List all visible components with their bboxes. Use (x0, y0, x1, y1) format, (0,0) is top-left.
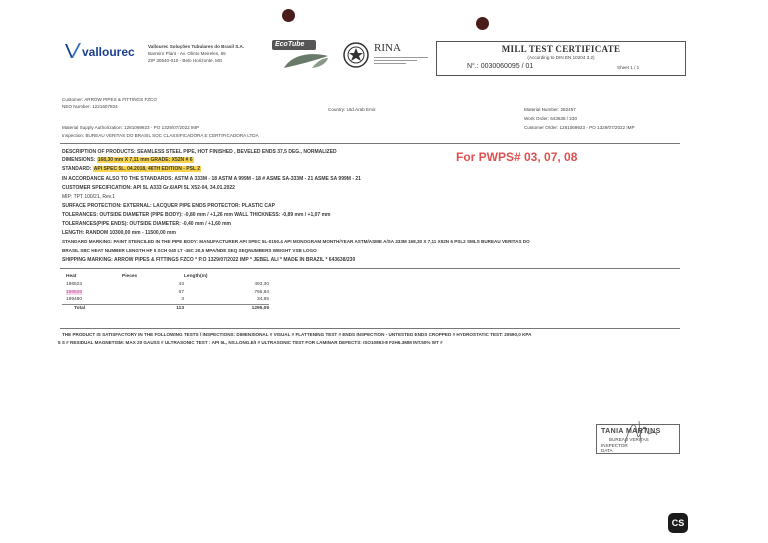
divider (60, 143, 680, 144)
shipping-line: SHIPPING MARKING: ARROW PIPES & FITTINGS FZCO * P.O 1329/07/2022 IMP * JEBEL ALI * MADE IN BRAZIL * 643638/230 (62, 257, 356, 263)
total-length: 1295,09 (251, 305, 269, 311)
table-total-row (62, 304, 269, 312)
table-row (62, 296, 269, 304)
standard-line (62, 166, 201, 173)
inspection: Inspection: BUREAU VERITAS DO BRASIL SOC CLASSIFICADORA E CERTIFICADORA LTDA (62, 133, 259, 138)
marking-line-2: BRASIL SBC HEAT NUMBER LENGTH HF 5 SCH 040 LT -45C 20,5 MPA/NDE SEQ SEQNUMBERS WEIGHT VSB LOGO (62, 248, 317, 253)
table-header-row (62, 272, 269, 280)
company-address-1: Barreiro Plant - Av. Olinto Meireles, 65 (148, 51, 226, 56)
dimensions-value: 168,30 mm X 7,11 mm GRADE: X52N # 6 (97, 157, 193, 163)
cell-pieces: 43 (178, 281, 184, 287)
divider (60, 268, 680, 269)
header-pieces: Pieces (122, 273, 138, 279)
material-number: Material Number: 282457 (524, 107, 576, 112)
pwps-note: For PWPS# 03, 07, 08 (456, 150, 578, 164)
heats-table (62, 272, 269, 312)
work-order: Work Order: 643638 / 230 (524, 116, 578, 121)
stamp-date-line (619, 453, 671, 454)
customer-order: Customer Order: 1281069923 - PO 1329/07/2022 IMP (524, 125, 635, 130)
stamp-name: TANIA MARTINS (601, 428, 661, 435)
stamp-role: INSPECTOR (601, 443, 628, 448)
tests-line-2: 5 S # RESIDUAL MAGNETISM: MAX 20 GAUSS # ULTRASONIC TEST : API 5L, NS.LONG.E/I # ULTRASONIC TEST FOR LAMINAR DEFECTS: ISO10893-8 F2H6.3MM INT.50% WT # (58, 340, 443, 345)
description-line: DESCRIPTION OF PRODUCTS: SEAMLESS STEEL PIPE, HOT FINISHED , BEVELED ENDS 37,5 DEG., NORMALIZED (62, 149, 337, 155)
cell-pieces: 3 (181, 297, 184, 303)
country: Country: Utd.Arab Emir. (328, 107, 377, 112)
table-row (62, 280, 269, 288)
punch-hole (476, 17, 489, 30)
neo-number: NEO Number: 1221607834 (62, 104, 118, 109)
dimensions-label: DIMENSIONS: (62, 157, 96, 163)
cell-heat: 198523 (66, 281, 83, 287)
customer-spec-line: CUSTOMER SPECIFICATION: API 5L A333 Gr.6/API 5L X52-04, 34.01.2022 (62, 185, 235, 191)
vallourec-logo (64, 41, 144, 63)
rina-seal-icon (343, 42, 369, 68)
stamp-date-label: DATA (601, 448, 613, 453)
header-length: Length(m) (184, 273, 208, 279)
cell-heat: 199480 (66, 297, 83, 303)
standard-value: API SPEC 5L, 04.2018, 46TH EDITION - PSL 2 (93, 166, 201, 172)
vallourec-v-icon (64, 41, 82, 61)
surface-line: SURFACE PROTECTION: EXTERNAL: LACQUER PIPE ENDS PROTECTOR: PLASTIC CAP (62, 203, 275, 209)
cell-length: 766,84 (254, 289, 269, 295)
certificate-title: MILL TEST CERTIFICATE (501, 44, 621, 54)
certificate-box (436, 41, 686, 76)
ecotube-label: EcoTube (275, 41, 305, 48)
standard-label: STANDARD: (62, 166, 92, 172)
logo-text: vallourec (82, 45, 135, 59)
cell-heat: 198526 (66, 289, 83, 295)
supply-authorization: Material Supply Authorization: 1281069923 - PO 1329/07/2022 IMP (62, 125, 200, 130)
tolerances-ends-line: TOLERANCES(PIPE ENDS): OUTSIDE DIAMETER: -0,40 mm / +1,60 mm (62, 221, 231, 227)
table-row (62, 288, 269, 296)
certificate-sheet: Sheet 1 / 1 (617, 65, 640, 70)
camscanner-badge: CS (668, 513, 688, 533)
customer-name: Customer: ARROW PIPES & FITTINGS FZCO (62, 97, 157, 102)
cell-length: 34,95 (256, 297, 269, 303)
punch-hole (282, 9, 295, 22)
certificate-subtitle: (According to DIN EN 10204 3.2) (527, 55, 595, 60)
divider (60, 328, 680, 329)
tests-line-1: THE PRODUCT IS SATISFACTORY IN THE FOLLOWING TESTS / INSPECTIONS: DIMENSIONAL # VISUAL # FLATTENING TEST # ENDS INSPECTION - UNTESTED ENDS CROPPED # HYDROSTATIC TEST: 20590,0 KPA (62, 332, 532, 337)
ecotube-leaf-icon (282, 50, 330, 70)
company-address-2: ZIP 30640-010 - Belo Horizonte, MG (148, 58, 223, 63)
tolerances-od-line: TOLERANCES: OUTSIDE DIAMETER (PIPE BODY): -0,80 mm / +1,26 mm WALL THICKNESS: -0,89 mm / +1,07 mm (62, 212, 331, 218)
header-heat: Heat (66, 273, 77, 279)
cell-pieces: 67 (178, 289, 184, 295)
length-line: LENGTH: RANDOM 10300,00 mm - 11500,00 mm (62, 230, 176, 236)
total-label: Total (74, 305, 86, 311)
total-pieces: 113 (176, 305, 184, 311)
rina-seal (343, 42, 369, 68)
mip-line: MIP: TPT 100/21, Rev.1 (62, 194, 116, 200)
rina-label: RINA (374, 42, 401, 54)
cell-length: 493,30 (254, 281, 269, 287)
dimensions-line (62, 157, 194, 164)
certificate-number: N°.: 0030060095 / 01 (467, 63, 534, 70)
marking-line-1: STANDARD MARKING: PAINT STENCILED IN THE PIPE BODY: MANUFACTURER API SPEC 5L-0150.4 API MONOGRAM MONTH/YEAR ASTM/ASME A/SA 333M 168,30 X 7,11 X52N 6 PSL2 SMLS BUREAU VERITAS DO (62, 239, 530, 244)
rina-fine-print (374, 55, 428, 67)
stamp-org: BUREAU VERITAS (609, 437, 649, 442)
company-name: Vallourec Soluções Tubulares do Brasil S.A. (148, 44, 245, 49)
ecotube-logo (272, 40, 330, 70)
accordance-line: IN ACCORDANCE ALSO TO THE STANDARDS: ASTM A 333M - 18 ASTM A 999M - 18 # ASME SA-333M - 21 ASME SA 999M - 21 (62, 176, 361, 182)
inspector-stamp (596, 424, 680, 454)
